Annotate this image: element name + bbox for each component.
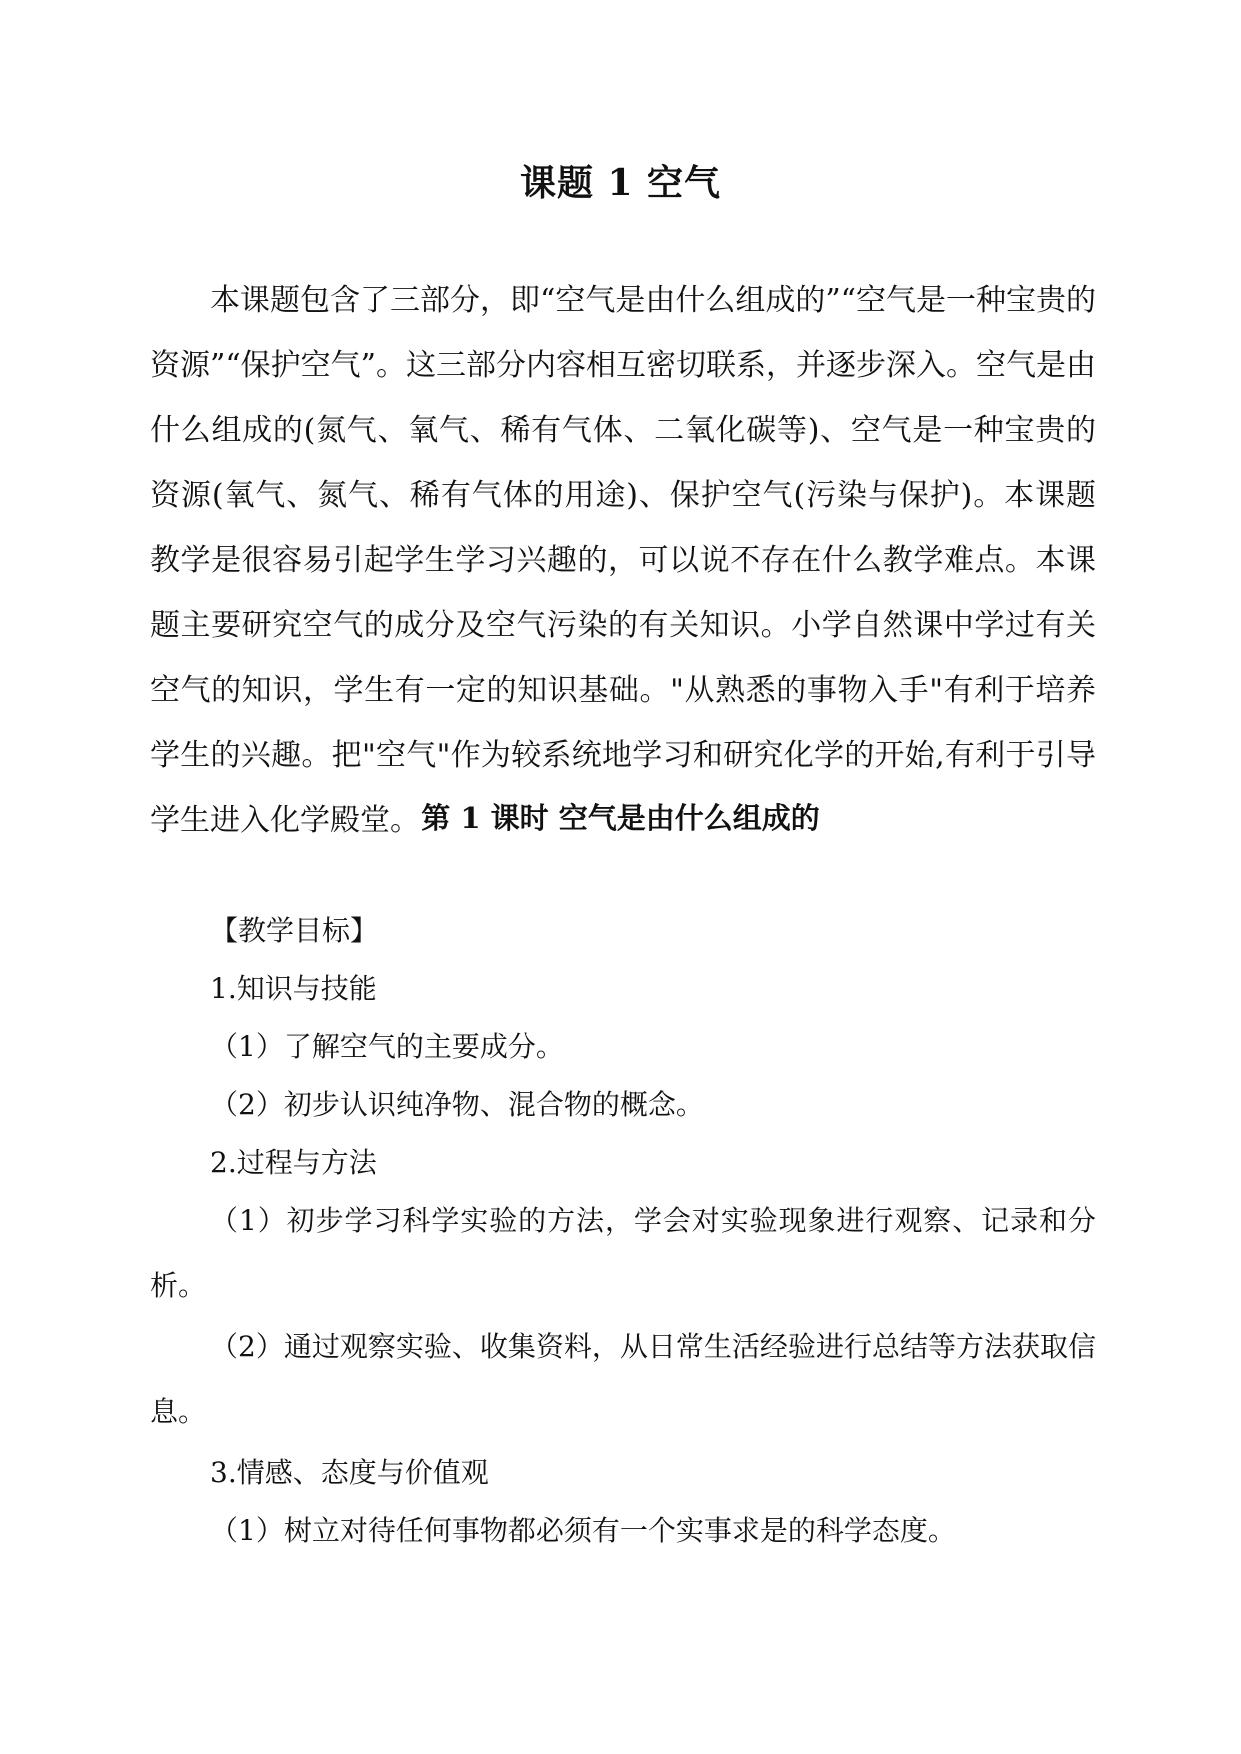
section-knowledge-heading: 1.知识与技能: [210, 972, 377, 1005]
process-item-1: （1）初步学习科学实验的方法，学会对实验现象进行观察、记录和分析。: [150, 1204, 1096, 1302]
lesson-title: 课题 1 空气: [519, 162, 722, 204]
knowledge-item-2: （2）初步认识纯净物、混合物的概念。: [210, 1088, 704, 1121]
intro-paragraph: 本课题包含了三部分，即“空气是由什么组成的”“空气是一种宝贵的资源”“保护空气”。这三部分内容相互密切联系，并逐步深入。空气是由什么组成的(氮气、氧气、稀有气体、二氧化碳等)、空气是一种宝贵的资源(氧气、氮气、稀有气体的用途)、保护空气(污染与保护)。本课题教学是很容易引起学生学习兴趣的，可以说不存在什么教学难点。本课题主要研究空气的成分及空气污染的有关知识。小学自然课中学过有关空气的知识，学生有一定的知识基础。"从熟悉的事物入手"有利于培养学生的兴趣。把"空气"作为较系统地学习和研究化学的开始,有利于引导学生进入化学殿堂。: [150, 283, 1097, 838]
attitude-item-1: （1）树立对待任何事物都必须有一个实事求是的科学态度。: [210, 1514, 956, 1547]
objectives-heading: 【教学目标】: [210, 914, 379, 947]
section-attitude-heading: 3.情感、态度与价值观: [210, 1456, 489, 1489]
section-process-heading: 2.过程与方法: [210, 1146, 377, 1179]
process-item-2: （2）通过观察实验、收集资料，从日常生活经验进行总结等方法获取信息。: [150, 1330, 1096, 1428]
lesson-subtitle: 第 1 课时 空气是由什么组成的: [421, 801, 820, 835]
knowledge-item-1: （1）了解空气的主要成分。: [210, 1030, 564, 1063]
